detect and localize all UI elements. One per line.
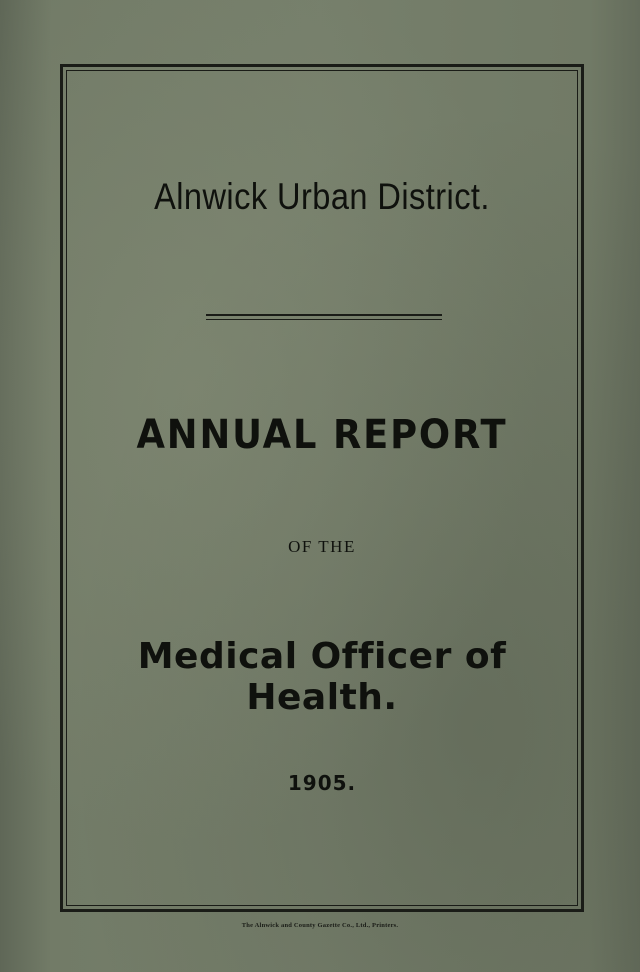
connector-text: OF THE xyxy=(288,537,356,556)
report-title: ANNUAL REPORT xyxy=(136,412,508,458)
title-divider-rule xyxy=(206,314,442,320)
officer-title: Medical Officer of Health. xyxy=(137,636,507,718)
district-title: Alnwick Urban District. xyxy=(154,176,490,217)
printer-credit: The Alnwick and County Gazette Co., Ltd., Printers. xyxy=(241,922,399,929)
report-year: 1905. xyxy=(287,771,357,795)
